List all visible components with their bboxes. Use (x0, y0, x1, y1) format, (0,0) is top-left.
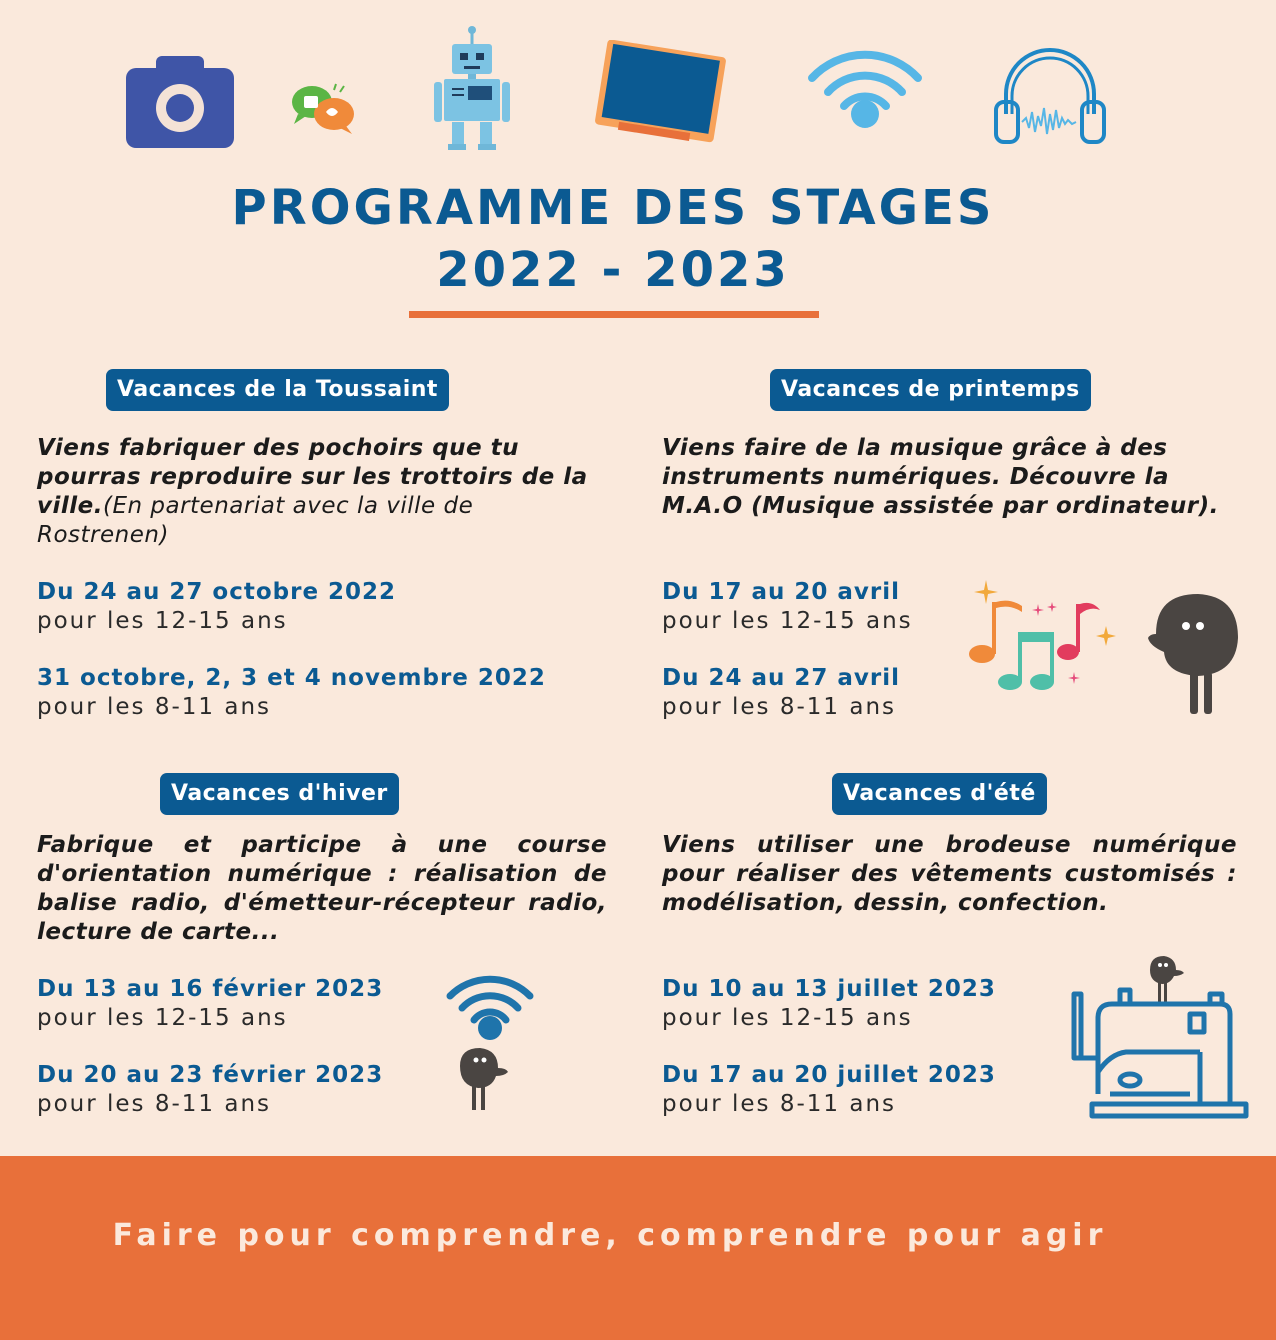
session-dates: Du 10 au 13 juillet 2023 (662, 976, 996, 1002)
footer-banner (0, 1156, 1276, 1340)
session-dates: Du 24 au 27 octobre 2022 (37, 579, 397, 605)
session-dates: Du 20 au 23 février 2023 (37, 1062, 384, 1088)
description-ete (662, 831, 1237, 918)
badge-hiver: Vacances d'hiver (160, 773, 399, 815)
creature-mascot-icon (1146, 594, 1240, 716)
session-dates: Du 24 au 27 avril (662, 665, 901, 691)
footer-tagline: Faire pour comprendre, comprendre pour agir (112, 1218, 1108, 1253)
session-ages: pour les 12-15 ans (37, 608, 288, 634)
chat-bubbles-icon (290, 82, 356, 136)
session-dates: Du 13 au 16 février 2023 (37, 976, 384, 1002)
description-ete-main: Viens utiliser une brodeuse numérique pour réaliser des vêtements customisés : modélisation, dessin, confection. (662, 832, 1237, 916)
music-notes-icon (966, 576, 1122, 696)
description-toussaint (37, 434, 597, 550)
session-ages: pour les 12-15 ans (662, 1005, 913, 1031)
session-ages: pour les 8-11 ans (37, 694, 272, 720)
description-hiver (37, 831, 607, 947)
session-ages: pour les 8-11 ans (662, 694, 897, 720)
robot-icon (434, 26, 510, 152)
wifi-icon (806, 44, 924, 132)
description-toussaint-main: Viens fabriquer des pochoirs que tu pourras reproduire sur les trottoirs de la ville. (37, 435, 588, 519)
description-printemps (662, 434, 1222, 521)
creature-mascot-small-icon (456, 1046, 510, 1112)
description-toussaint-note: (En partenariat avec la ville de Rostrenen) (37, 493, 474, 548)
badge-toussaint: Vacances de la Toussaint (106, 369, 449, 411)
description-printemps-main: Viens faire de la musique grâce à des instruments numériques. Découvre la M.A.O (Musique assistée par ordinateur). (662, 435, 1219, 519)
description-hiver-main: Fabrique et participe à une course d'orientation numérique : réalisation de balise radio, d'émetteur-récepteur radio, lecture de carte... (37, 832, 607, 945)
badge-ete: Vacances d'été (832, 773, 1047, 815)
session-ages: pour les 12-15 ans (37, 1005, 288, 1031)
sewing-machine-icon (1070, 954, 1252, 1124)
headphones-icon (994, 42, 1106, 148)
camera-icon (126, 56, 234, 150)
session-dates: Du 17 au 20 avril (662, 579, 901, 605)
tablet-icon (594, 40, 728, 148)
wifi-signal-icon (444, 972, 536, 1042)
session-dates: Du 17 au 20 juillet 2023 (662, 1062, 996, 1088)
page-title: PROGRAMME DES STAGES (231, 180, 995, 236)
session-dates: 31 octobre, 2, 3 et 4 novembre 2022 (37, 665, 546, 691)
page-subtitle-years: 2022 - 2023 (436, 242, 790, 298)
session-ages: pour les 8-11 ans (662, 1091, 897, 1117)
session-ages: pour les 8-11 ans (37, 1091, 272, 1117)
title-underline (409, 311, 819, 318)
session-ages: pour les 12-15 ans (662, 608, 913, 634)
badge-printemps: Vacances de printemps (770, 369, 1091, 411)
